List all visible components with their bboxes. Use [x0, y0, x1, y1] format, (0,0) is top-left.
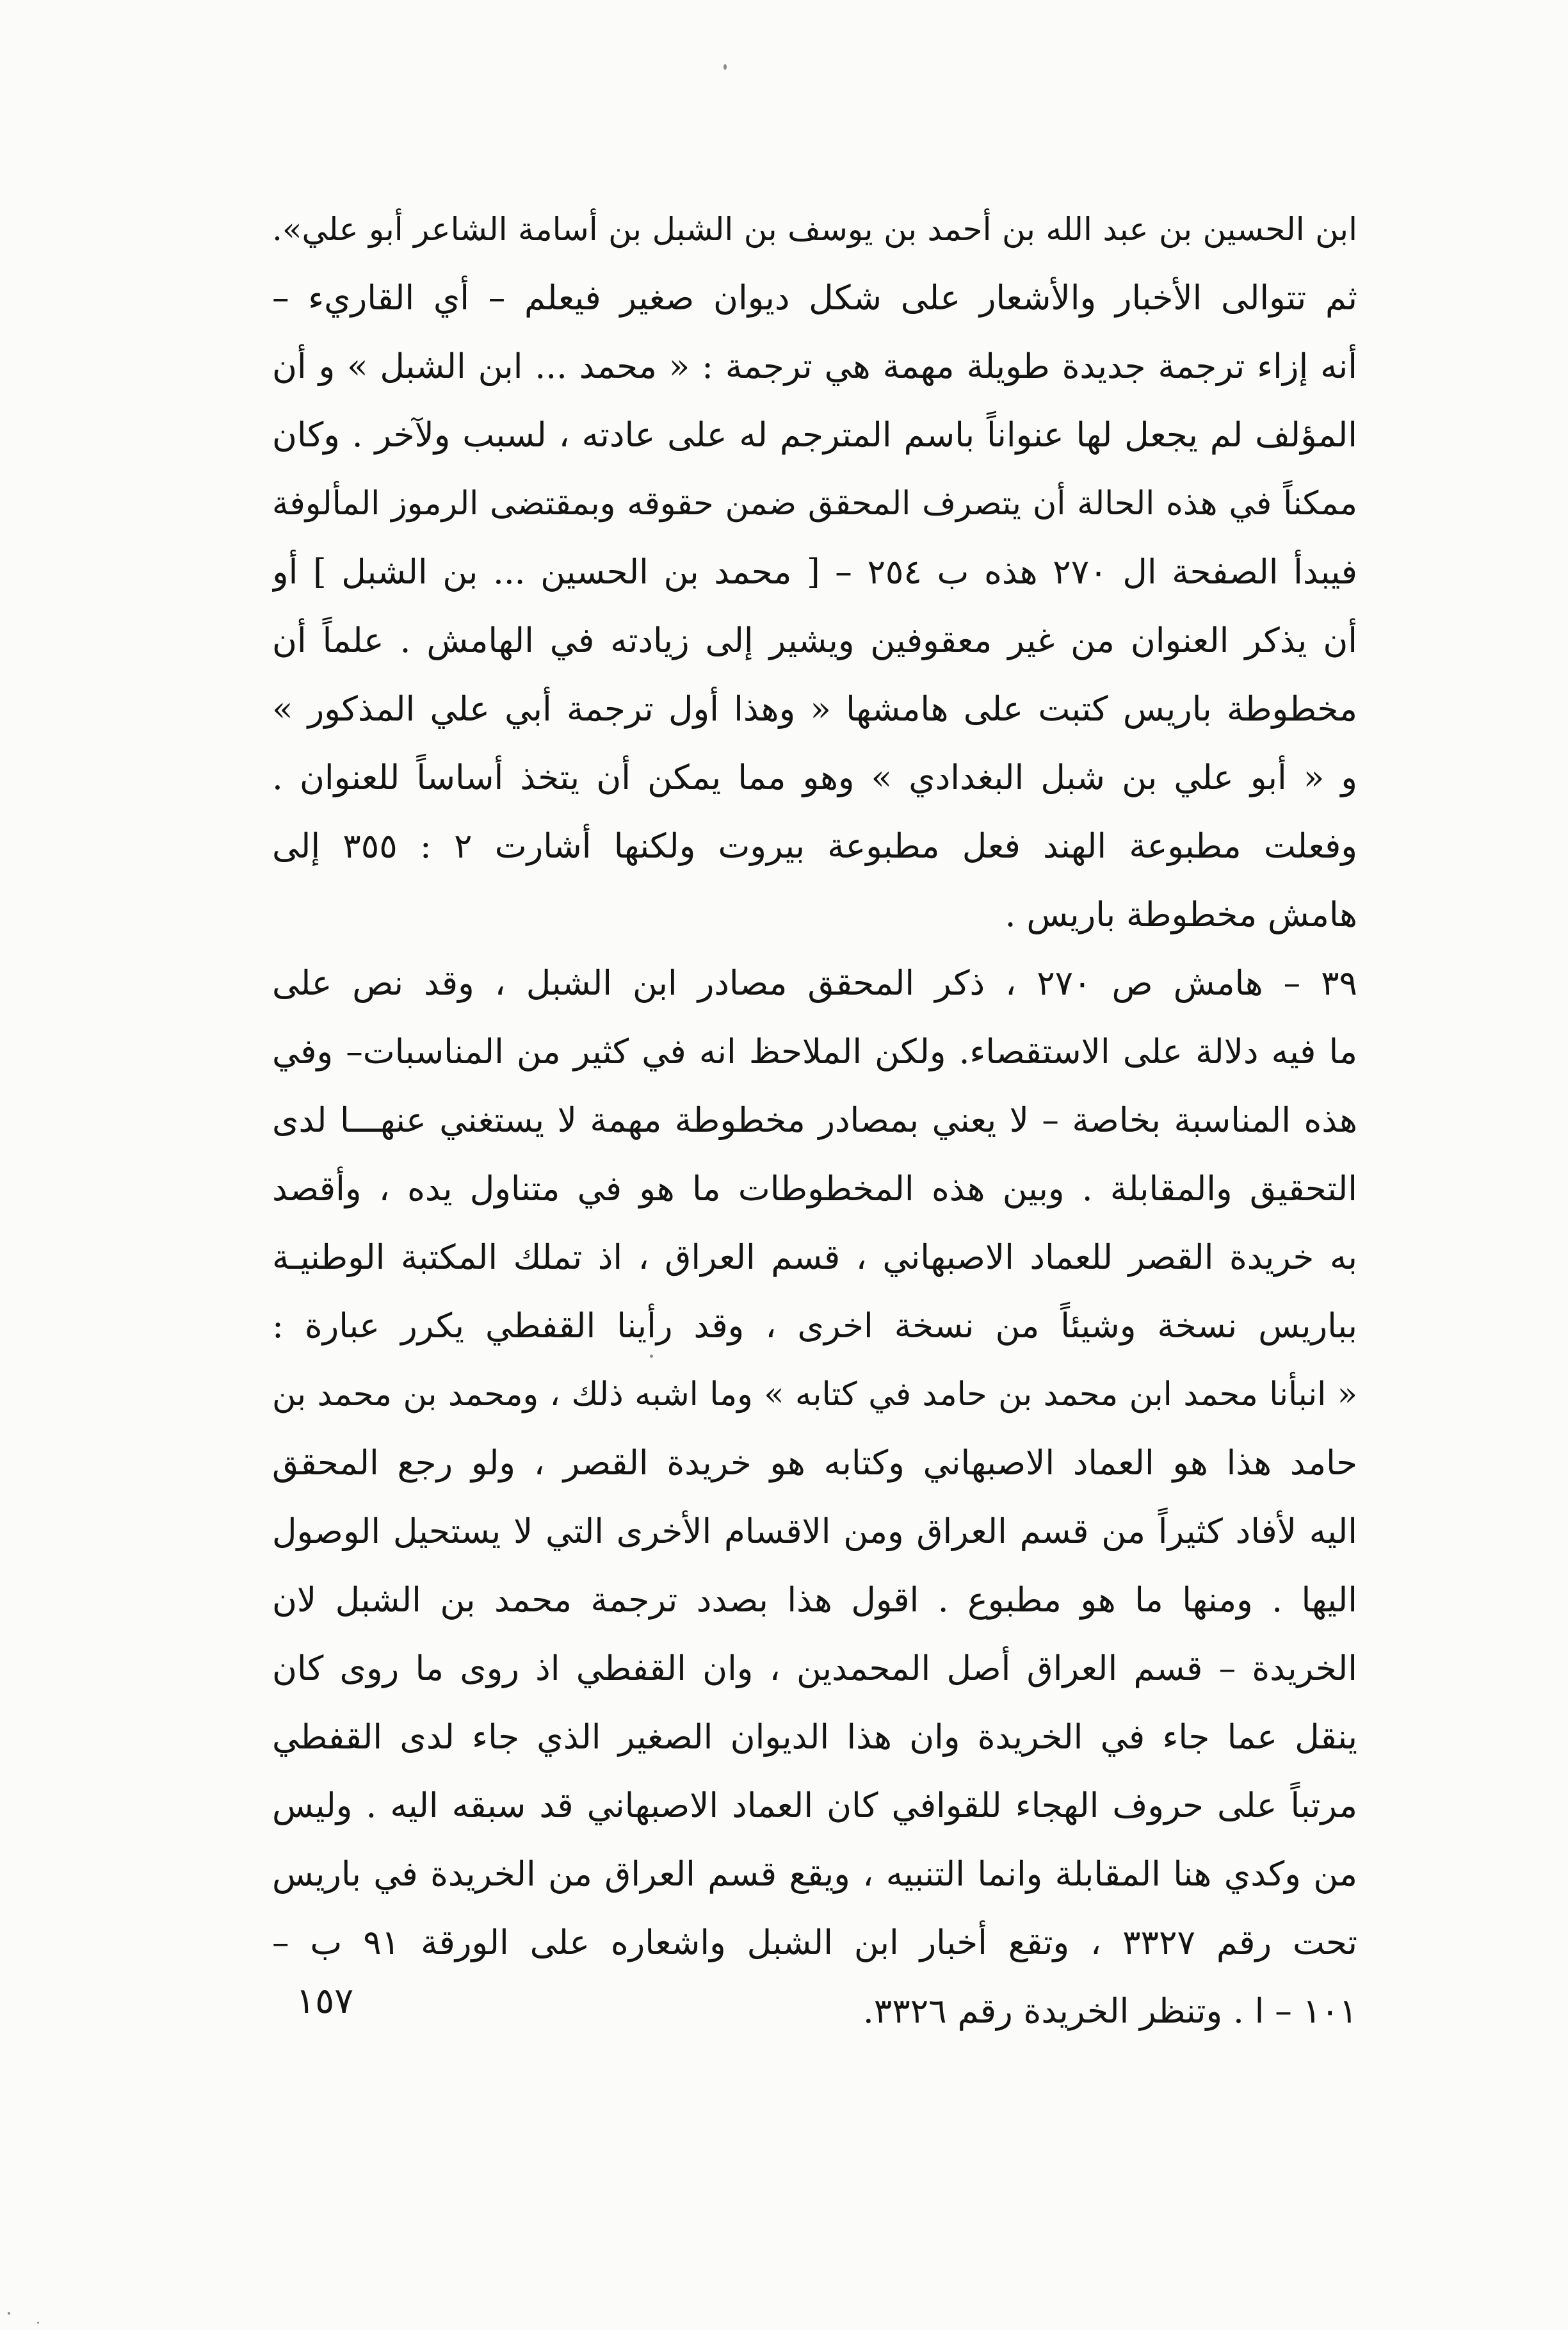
text-line: مرتباً على حروف الهجاء للقوافي كان العماد الاصبهاني قد سبقه اليه . وليس [272, 1786, 1357, 1825]
text-line: « انبأنا محمد ابن محمد بن حامد في كتابه » وما اشبه ذلك ، ومحمد بن محمد بن [272, 1376, 1357, 1413]
page-number: ١٥٧ [296, 1980, 354, 2022]
text-line: ينقل عما جاء في الخريدة وان هذا الديوان الصغير الذي جاء لدى القفطي [272, 1718, 1357, 1757]
scan-speck [8, 2312, 10, 2315]
text-line: من وكدي هنا المقابلة وانما التنبيه ، ويقع قسم العراق من الخريدة في باريس [272, 1855, 1357, 1894]
text-line: به خريدة القصر للعماد الاصبهاني ، قسم العراق ، اذ تملك المكتبة الوطنيـة [272, 1238, 1357, 1277]
text-line: التحقيق والمقابلة . وبين هذه المخطوطات ما هو في متناول يده ، وأقصد [272, 1169, 1357, 1209]
paragraph-1 [272, 195, 1357, 949]
text-line: وفعلت مطبوعة الهند فعل مطبوعة بيروت ولكنها أشارت ٢ : ٣٥٥ إلى [272, 827, 1357, 866]
text-line: ثم تتوالى الأخبار والأشعار على شكل ديوان صغير فيعلم – أي القاريء – [272, 279, 1357, 318]
text-line: بباريس نسخة وشيئاً من نسخة اخرى ، وقد رأينا القفطي يكرر عبارة : [272, 1307, 1357, 1346]
scan-speck [723, 64, 727, 70]
text-line: ممكناً في هذه الحالة أن يتصرف المحقق ضمن حقوقه وبمقتضى الرموز المألوفة [272, 485, 1357, 523]
text-line: تحت رقم ٣٣٢٧ ، وتقع أخبار ابن الشبل واشعاره على الورقة ٩١ ب – [272, 1923, 1357, 1962]
text-line: ٣٩ – هامش ص ٢٧٠ ، ذكر المحقق مصادر ابن الشبل ، وقد نص على [272, 964, 1357, 1003]
body-text [272, 195, 1357, 2046]
text-line: و « أبو علي بن شبل البغدادي » وهو مما يمكن أن يتخذ أساساً للعنوان . [272, 758, 1357, 797]
text-line: ما فيه دلالة على الاستقصاء. ولكن الملاحظ انه في كثير من المناسبات– وفي [272, 1032, 1357, 1071]
text-line: المؤلف لم يجعل لها عنواناً باسم المترجم له على عادته ، لسبب ولآخر . وكان [272, 416, 1357, 455]
text-line: هامش مخطوطة باريس . [1005, 895, 1357, 934]
paragraph-2 [272, 949, 1357, 2046]
text-line: ١٠١ – ا . وتنظر الخريدة رقم ٣٣٢٦. [862, 1992, 1357, 2031]
text-line: هذه المناسبة بخاصة – لا يعني بمصادر مخطوطة مهمة لا يستغني عنهـــا لدى [272, 1101, 1357, 1140]
text-line: فيبدأ الصفحة ال ٢٧٠ هذه ب ٢٥٤ – [ محمد بن الحسين ... بن الشبل ] أو [272, 553, 1357, 592]
text-line: اليه لأفاد كثيراً من قسم العراق ومن الاقسام الأخرى التي لا يستحيل الوصول [272, 1512, 1357, 1551]
text-line: الخريدة – قسم العراق أصل المحمدين ، وان القفطي اذ روى ما روى كان [272, 1649, 1357, 1688]
text-line: أن يذكر العنوان من غير معقوفين ويشير إلى زيادته في الهامش . علماً أن [272, 621, 1357, 660]
text-line: أنه إزاء ترجمة جديدة طويلة مهمة هي ترجمة : « محمد ... ابن الشبل » و أن [272, 347, 1357, 386]
text-line: مخطوطة باريس كتبت على هامشها « وهذا أول ترجمة أبي علي المذكور » [272, 690, 1357, 729]
scan-speck [37, 2322, 39, 2324]
text-line: حامد هذا هو العماد الاصبهاني وكتابه هو خريدة القصر ، ولو رجع المحقق [272, 1444, 1357, 1483]
text-line: ابن الحسين بن عبد الله بن أحمد بن يوسف بن الشبل بن أسامة الشاعر أبو علي». [272, 211, 1357, 248]
text-line: اليها . ومنها ما هو مطبوع . اقول هذا بصدد ترجمة محمد بن الشبل لان [272, 1581, 1357, 1620]
